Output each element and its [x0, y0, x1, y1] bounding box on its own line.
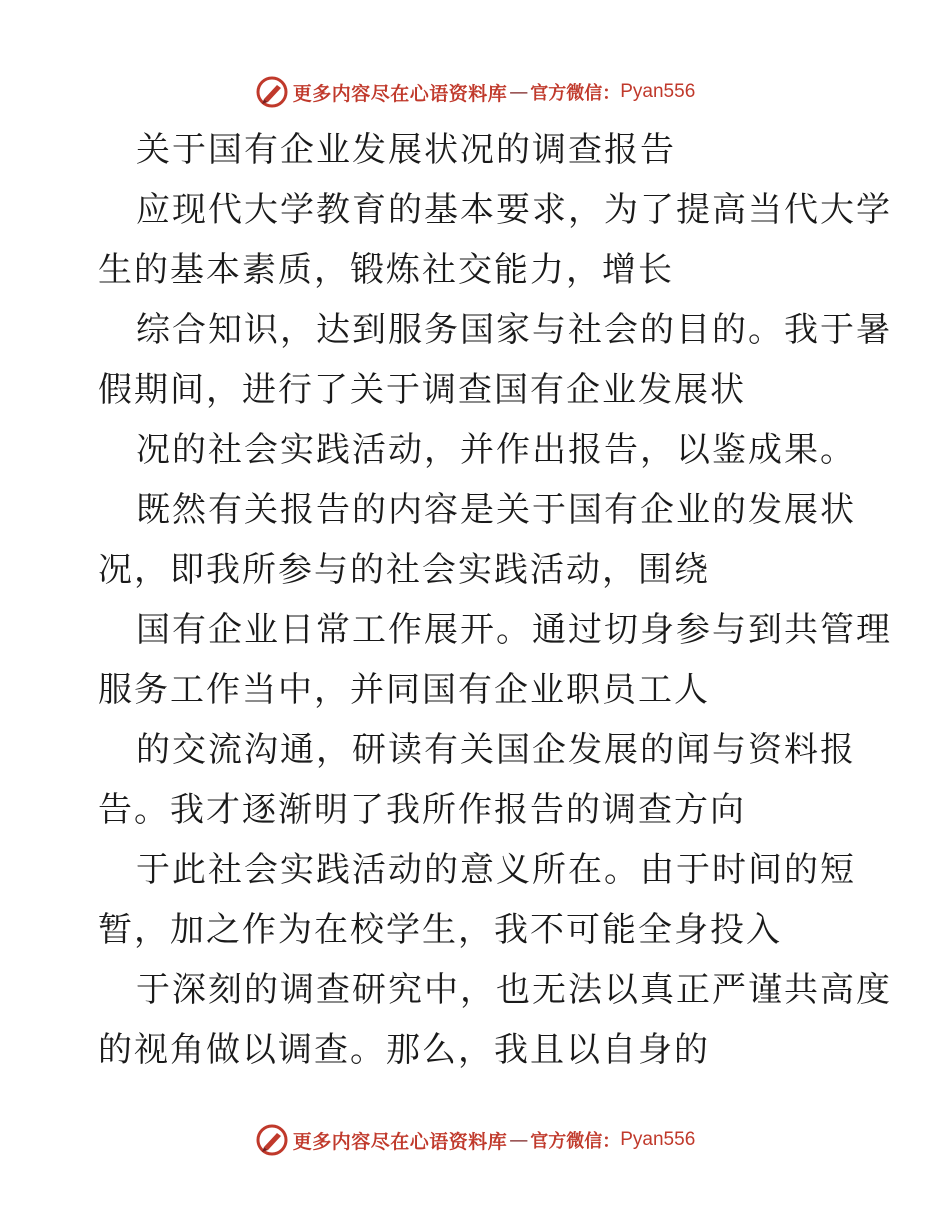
paragraph-line: 的视角做以调查。那么，我且以自身的 — [98, 1030, 710, 1070]
banner-slogan: 更多内容尽在心语资料库 — [292, 1130, 508, 1153]
paragraph-line: 于此社会实践活动的意义所在。由于时间的短 — [136, 850, 856, 890]
paragraph-line: 于深刻的调查研究中，也无法以真正严谨共高度 — [136, 970, 892, 1010]
banner-wechat-label: 官方微信： — [530, 83, 621, 104]
paragraph-line: 既然有关报告的内容是关于国有企业的发展状 — [136, 490, 856, 530]
paragraph-line: 假期间，进行了关于调查国有企业发展状 — [98, 370, 746, 410]
paragraph-line: 应现代大学教育的基本要求，为了提高当代大学 — [136, 190, 892, 230]
paragraph-line: 况的社会实践活动，并作出报告，以鉴成果。 — [136, 430, 856, 470]
paragraph-line: 服务工作当中，并同国有企业职员工人 — [98, 670, 710, 710]
footer-banner — [0, 1118, 950, 1162]
banner-slogan: 更多内容尽在心语资料库 — [292, 82, 508, 105]
paragraph-line: 综合知识，达到服务国家与社会的目的。我于暑 — [136, 310, 892, 350]
paragraph-line: 生的基本素质，锻炼社交能力，增长 — [98, 250, 674, 290]
banner-separator: — — [509, 1129, 529, 1151]
paragraph-line: 告。我才逐渐明了我所作报告的调查方向 — [98, 790, 746, 830]
document-title: 关于国有企业发展状况的调查报告 — [136, 130, 676, 170]
pen-logo-icon — [255, 75, 289, 109]
banner-wechat-label: 官方微信： — [530, 1131, 621, 1152]
header-banner — [0, 70, 950, 114]
paragraph-line: 国有企业日常工作展开。通过切身参与到共管理 — [136, 610, 892, 650]
document-body — [98, 120, 892, 1080]
banner-wechat-id: Pyan556 — [620, 1129, 696, 1150]
paragraph-line: 暂，加之作为在校学生，我不可能全身投入 — [98, 910, 782, 950]
pen-logo-icon — [255, 1123, 289, 1157]
paragraph-line: 的交流沟通，研读有关国企发展的闻与资料报 — [136, 730, 856, 770]
banner-separator: — — [509, 81, 529, 103]
banner-wechat-id: Pyan556 — [620, 81, 696, 102]
paragraph-line: 况，即我所参与的社会实践活动，围绕 — [98, 550, 710, 590]
